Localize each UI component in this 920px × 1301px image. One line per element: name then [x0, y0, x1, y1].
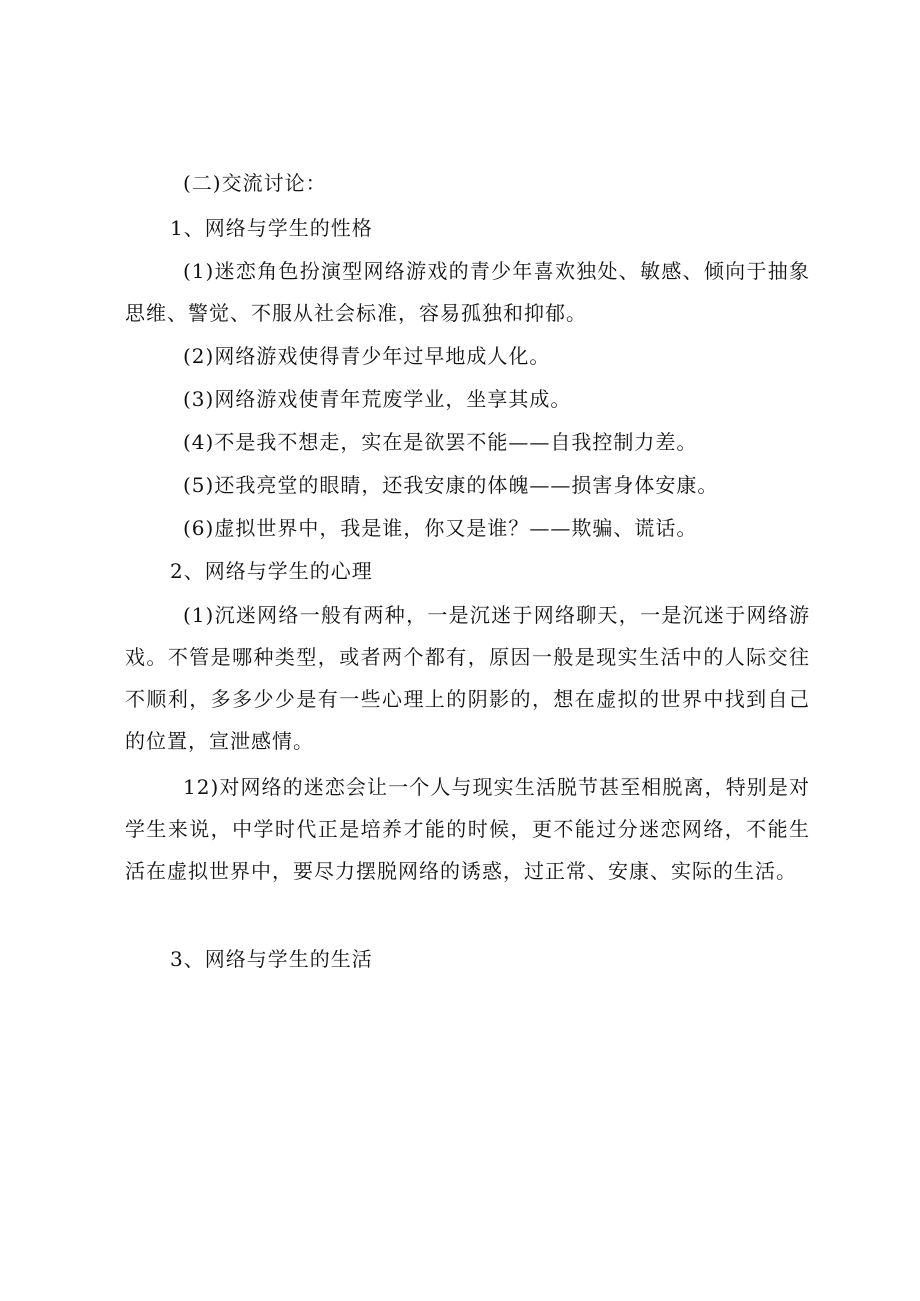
- paragraph-personality-2: (2)网络游戏使得青少年过早地成人化。: [183, 344, 551, 368]
- topic-heading-personality: 1、网络与学生的性格: [170, 216, 373, 240]
- paragraph-personality-5: (5)还我亮堂的眼睛，还我安康的体魄——损害身体安康。: [183, 473, 719, 497]
- paragraph-personality-6: (6)虚拟世界中，我是谁，你又是谁？——欺骗、谎话。: [183, 516, 698, 540]
- section-heading: (二)交流讨论：: [183, 171, 327, 195]
- paragraph-personality-3: (3)网络游戏使青年荒废学业，坐享其成。: [183, 387, 572, 411]
- topic-heading-psychology: 2、网络与学生的心理: [170, 559, 373, 583]
- paragraph-psychology-2: 12)对网络的迷恋会让一个人与现实生活脱节甚至相脱离，特别是对学生来说，中学时代正是培养才能的时候，更不能过分迷恋网络，不能生活在虚拟世界中，要尽力摆脱网络的诱惑，过正常、安康、实际的生活。: [125, 775, 810, 883]
- paragraph-personality-1: (1)迷恋角色扮演型网络游戏的青少年喜欢独处、敏感、倾向于抽象思维、警觉、不服从社会标准，容易孤独和抑郁。: [125, 259, 810, 325]
- paragraph-personality-4: (4)不是我不想走，实在是欲罢不能——自我控制力差。: [183, 430, 698, 454]
- topic-heading-life: 3、网络与学生的生活: [170, 947, 373, 971]
- paragraph-psychology-1: (1)沉迷网络一般有两种，一是沉迷于网络聊天，一是沉迷于网络游戏。不管是哪种类型，或者两个都有，原因一般是现实生活中的人际交往不顺利，多多少少是有一些心理上的阴影的，想在虚拟的世界中找到自己的位置，宣泄感情。: [125, 603, 810, 753]
